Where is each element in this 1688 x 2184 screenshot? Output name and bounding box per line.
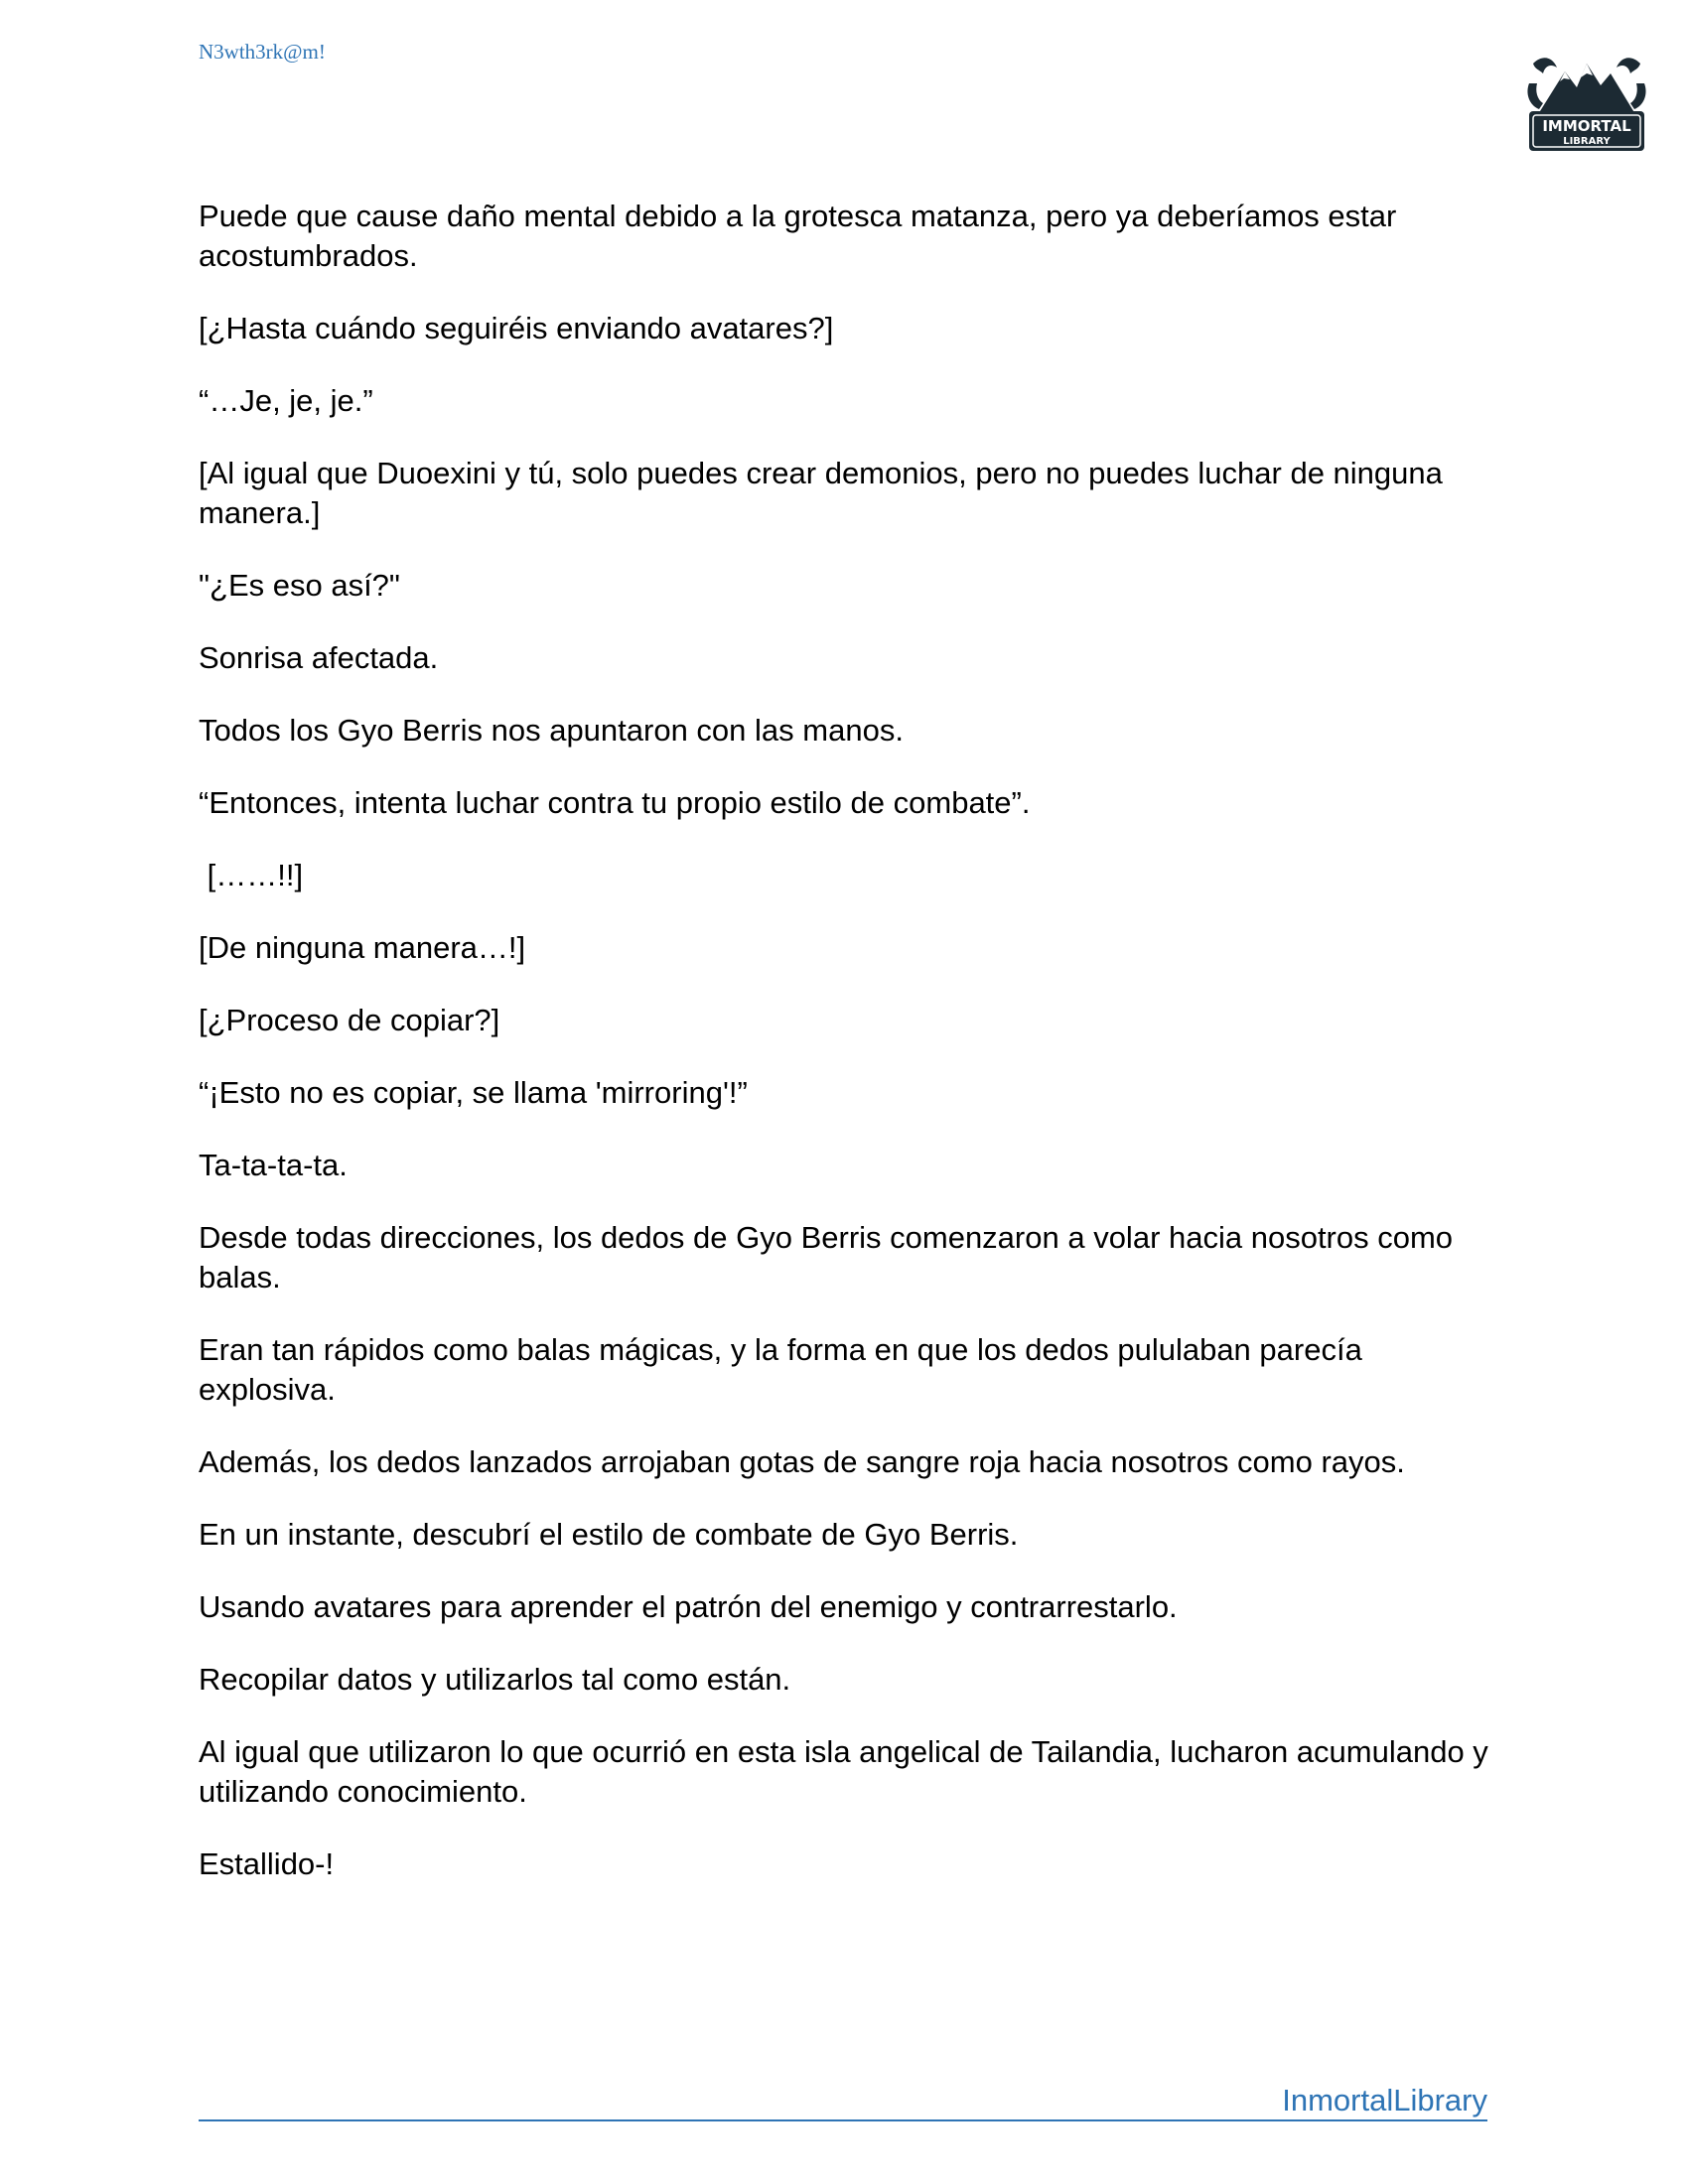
- paragraph: Sonrisa afectada.: [199, 640, 439, 675]
- logo-text-line2: LIBRARY: [1563, 136, 1611, 147]
- paragraph: [¿Proceso de copiar?]: [199, 1003, 500, 1037]
- footer-divider: [199, 2119, 1487, 2121]
- footer-link[interactable]: InmortalLibrary: [1282, 2083, 1487, 2117]
- paragraph: Usando avatares para aprender el patrón del enemigo y contrarrestarlo.: [199, 1589, 1178, 1624]
- paragraph: Desde todas direcciones, los dedos de Gyo Berris comenzaron a volar hacia nosotros como balas.: [199, 1220, 1454, 1295]
- paragraph: [……!!]: [199, 858, 304, 892]
- paragraph: Puede que cause daño mental debido a la grotesca matanza, pero ya deberíamos estar acostumbrados.: [199, 199, 1397, 273]
- immortal-library-logo-icon: [1513, 24, 1660, 171]
- paragraph: Al igual que utilizaron lo que ocurrió en esta isla angelical de Tailandia, lucharon acumulando y utilizando conocimiento.: [199, 1734, 1488, 1809]
- paragraph: Estallido-!: [199, 1846, 335, 1881]
- paragraph: “Entonces, intenta luchar contra tu propio estilo de combate”.: [199, 785, 1031, 820]
- document-body: [199, 197, 1489, 1917]
- paragraph: [¿Hasta cuándo seguiréis enviando avatares?]: [199, 311, 834, 345]
- paragraph: Además, los dedos lanzados arrojaban gotas de sangre roja hacia nosotros como rayos.: [199, 1444, 1405, 1479]
- paragraph: Eran tan rápidos como balas mágicas, y la forma en que los dedos pululaban parecía explosiva.: [199, 1332, 1362, 1407]
- logo-text-line1: IMMORTAL: [1542, 117, 1631, 135]
- paragraph: [De ninguna manera…!]: [199, 930, 526, 965]
- paragraph: Ta-ta-ta-ta.: [199, 1148, 348, 1182]
- paragraph: Todos los Gyo Berris nos apuntaron con las manos.: [199, 713, 904, 748]
- paragraph: Recopilar datos y utilizarlos tal como están.: [199, 1662, 791, 1697]
- paragraph: "¿Es eso así?": [199, 568, 400, 603]
- paragraph: [Al igual que Duoexini y tú, solo puedes crear demonios, pero no puedes luchar de ninguna manera.]: [199, 456, 1443, 530]
- page-header-watermark: N3wth3rk@m!: [199, 40, 326, 64]
- paragraph: En un instante, descubrí el estilo de combate de Gyo Berris.: [199, 1517, 1019, 1552]
- paragraph: “¡Esto no es copiar, se llama 'mirroring'!”: [199, 1075, 748, 1110]
- paragraph: “…Je, je, je.”: [199, 383, 373, 418]
